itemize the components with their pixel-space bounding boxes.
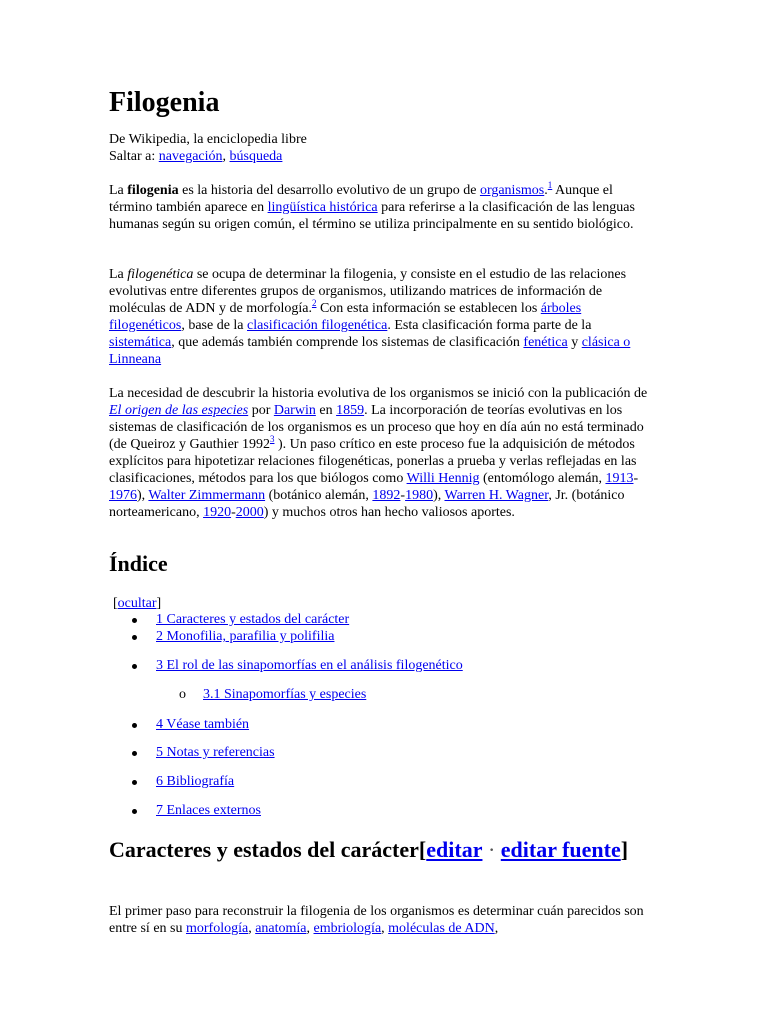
- jump-prefix: Saltar a:: [109, 149, 159, 164]
- toc-item: [156, 628, 334, 645]
- italic-term: filogenética: [127, 267, 194, 282]
- link-1859[interactable]: 1859: [336, 403, 365, 418]
- history-paragraph: [109, 385, 657, 521]
- link-1976[interactable]: 1976: [109, 488, 137, 503]
- toc-link-7[interactable]: 7 Enlaces externos: [156, 803, 261, 818]
- text: ),: [137, 488, 149, 503]
- jump-search-link[interactable]: búsqueda: [229, 149, 283, 164]
- toc-link-2[interactable]: 2 Monofilia, parafilia y polifilia: [156, 629, 335, 644]
- toc-subitem: [179, 686, 367, 703]
- link-arboles-filogeneticos[interactable]: árboles filogenéticos: [109, 301, 582, 333]
- link-darwin[interactable]: Darwin: [273, 403, 316, 418]
- link-1913[interactable]: 1913: [605, 471, 634, 486]
- bracket: ]: [620, 837, 629, 862]
- text: ,: [248, 921, 256, 936]
- bullet-icon: [132, 751, 137, 756]
- link-linguistica-historica[interactable]: lingüística histórica: [267, 200, 378, 215]
- text: ). Un paso crítico en este proceso fue la adquisición de métodos explícitos para hipotetizar relaciones filogenéticas, ponerlas a prueba y verlas reflejadas en las clasificaciones, métodos para los que biólogos como: [109, 437, 637, 486]
- toc-link-3-1[interactable]: 3.1 Sinapomorfías y especies: [203, 687, 367, 702]
- bracket: ]: [156, 596, 162, 611]
- text: La: [109, 183, 128, 198]
- intro-paragraph: [109, 182, 657, 233]
- toc-item: [156, 716, 249, 733]
- link-1980[interactable]: 1980: [405, 488, 434, 503]
- toc-link-6[interactable]: 6 Bibliografía: [156, 774, 235, 789]
- bullet-icon: [132, 618, 137, 623]
- text: Con esta información se establecen los: [316, 301, 541, 316]
- caracteres-paragraph: [109, 903, 657, 937]
- text: , Jr. (botánico norteamericano,: [109, 488, 625, 520]
- text: ) y muchos otros han hecho valiosos aportes.: [263, 505, 515, 520]
- link-origen-especies[interactable]: [109, 403, 248, 418]
- toc-link-3[interactable]: 3 El rol de las sinapomorfías en el análisis filogenético: [156, 658, 463, 673]
- separator: ·: [482, 837, 501, 862]
- text: . La incorporación de teorías evolutivas en los sistemas de clasificación de los organismos es un proceso que hoy en día aún no está terminado (de Queiroz y Gauthier 1992: [109, 403, 644, 452]
- text: El primer paso para reconstruir la filogenia de los organismos es determinar cuán parecidos son entre sí en su: [109, 904, 644, 936]
- link-morfologia[interactable]: morfología: [185, 921, 249, 936]
- link-moleculas-adn[interactable]: moléculas de ADN: [388, 921, 495, 936]
- link-organismos[interactable]: organismos: [479, 183, 545, 198]
- link-anatomia[interactable]: anatomía: [255, 921, 307, 936]
- page-title: Filogenia: [109, 87, 220, 118]
- link-1920[interactable]: 1920: [203, 505, 232, 520]
- text: es la historia del desarrollo evolutivo de un grupo de: [178, 183, 480, 198]
- text: , que además también comprende los sistemas de clasificación: [171, 335, 524, 350]
- toc-heading: Índice: [109, 551, 168, 576]
- bullet-icon: [132, 809, 137, 814]
- jump-navigation-link[interactable]: navegación: [158, 149, 223, 164]
- edit-source-link[interactable]: editar fuente: [500, 837, 621, 862]
- text: ,: [306, 921, 314, 936]
- text: ,: [494, 921, 499, 936]
- edit-link[interactable]: editar: [426, 837, 483, 862]
- link-sistematica[interactable]: sistemática: [109, 335, 172, 350]
- text: .: [544, 183, 548, 198]
- link-embriologia[interactable]: embriología: [313, 921, 382, 936]
- bracket: [: [113, 596, 118, 611]
- text: en: [315, 403, 337, 418]
- bullet-icon: [132, 664, 137, 669]
- text: (entomólogo alemán,: [479, 471, 606, 486]
- jump-links: [109, 148, 307, 165]
- link-walter-zimmermann[interactable]: Walter Zimmermann: [148, 488, 266, 503]
- bracket: [: [418, 837, 427, 862]
- text: -: [400, 488, 406, 503]
- footnote-1[interactable]: 1: [547, 180, 553, 190]
- bold-term: filogenia: [127, 183, 179, 198]
- text: Aunque el término también aparece en: [109, 183, 613, 215]
- jump-separator: ,: [222, 149, 230, 164]
- link-2000[interactable]: 2000: [235, 505, 264, 520]
- bullet-icon: [132, 723, 137, 728]
- text: -: [633, 471, 639, 486]
- link-fenetica[interactable]: fenética: [523, 335, 568, 350]
- text: -: [231, 505, 236, 520]
- text: La: [109, 267, 128, 282]
- toc-item: [156, 773, 234, 790]
- footnote-3[interactable]: 3: [269, 434, 275, 444]
- text: para referirse a la clasificación de las lenguas humanas según su origen común, el término se utiliza principalmente en su sentido biológico.: [109, 200, 635, 232]
- section-heading-caracteres: [109, 837, 657, 862]
- filogenetica-paragraph: [109, 266, 657, 368]
- text: y: [567, 335, 582, 350]
- toc-item: [156, 802, 261, 819]
- article-subtitle: [109, 131, 307, 165]
- text: La necesidad de descubrir la historia evolutiva de los organismos se inició con la publicación de: [109, 386, 648, 401]
- link-1892[interactable]: 1892: [372, 488, 401, 503]
- text: se ocupa de determinar la filogenia, y consiste en el estudio de las relaciones evolutivas entre diferentes grupos de organismos, utilizando matrices de información de moléculas de ADN y de morfología.: [109, 267, 627, 316]
- text: ),: [433, 488, 445, 503]
- text: por: [248, 403, 274, 418]
- tagline: De Wikipedia, la enciclopedia libre: [109, 132, 307, 147]
- toc-hide-link[interactable]: ocultar: [117, 596, 157, 611]
- bullet-icon: [132, 780, 137, 785]
- link-clasica-linneana[interactable]: clásica o Linneana: [109, 335, 631, 367]
- toc-link-5[interactable]: 5 Notas y referencias: [156, 745, 275, 760]
- toc-item: [156, 611, 349, 628]
- toc-toggle: [113, 595, 161, 612]
- sub-marker: o: [179, 687, 186, 702]
- toc-link-1[interactable]: 1 Caracteres y estados del carácter: [156, 612, 350, 627]
- bullet-icon: [132, 635, 137, 640]
- toc-item: [156, 657, 463, 674]
- link-clasificacion-filogenetica[interactable]: clasificación filogenética: [247, 318, 388, 333]
- toc-item: [156, 744, 275, 761]
- link-warren-wagner[interactable]: Warren H. Wagner: [444, 488, 549, 503]
- italic-link-text: El origen de las especies: [109, 403, 249, 418]
- link-willi-hennig[interactable]: Willi Hennig: [406, 471, 480, 486]
- text: ,: [381, 921, 389, 936]
- section-title: Caracteres y estados del carácter: [109, 837, 419, 862]
- text: . Esta clasificación forma parte de la: [387, 318, 592, 333]
- toc-link-4[interactable]: 4 Véase también: [156, 717, 250, 732]
- footnote-2[interactable]: 2: [311, 298, 317, 308]
- text: , base de la: [181, 318, 248, 333]
- text: (botánico alemán,: [265, 488, 373, 503]
